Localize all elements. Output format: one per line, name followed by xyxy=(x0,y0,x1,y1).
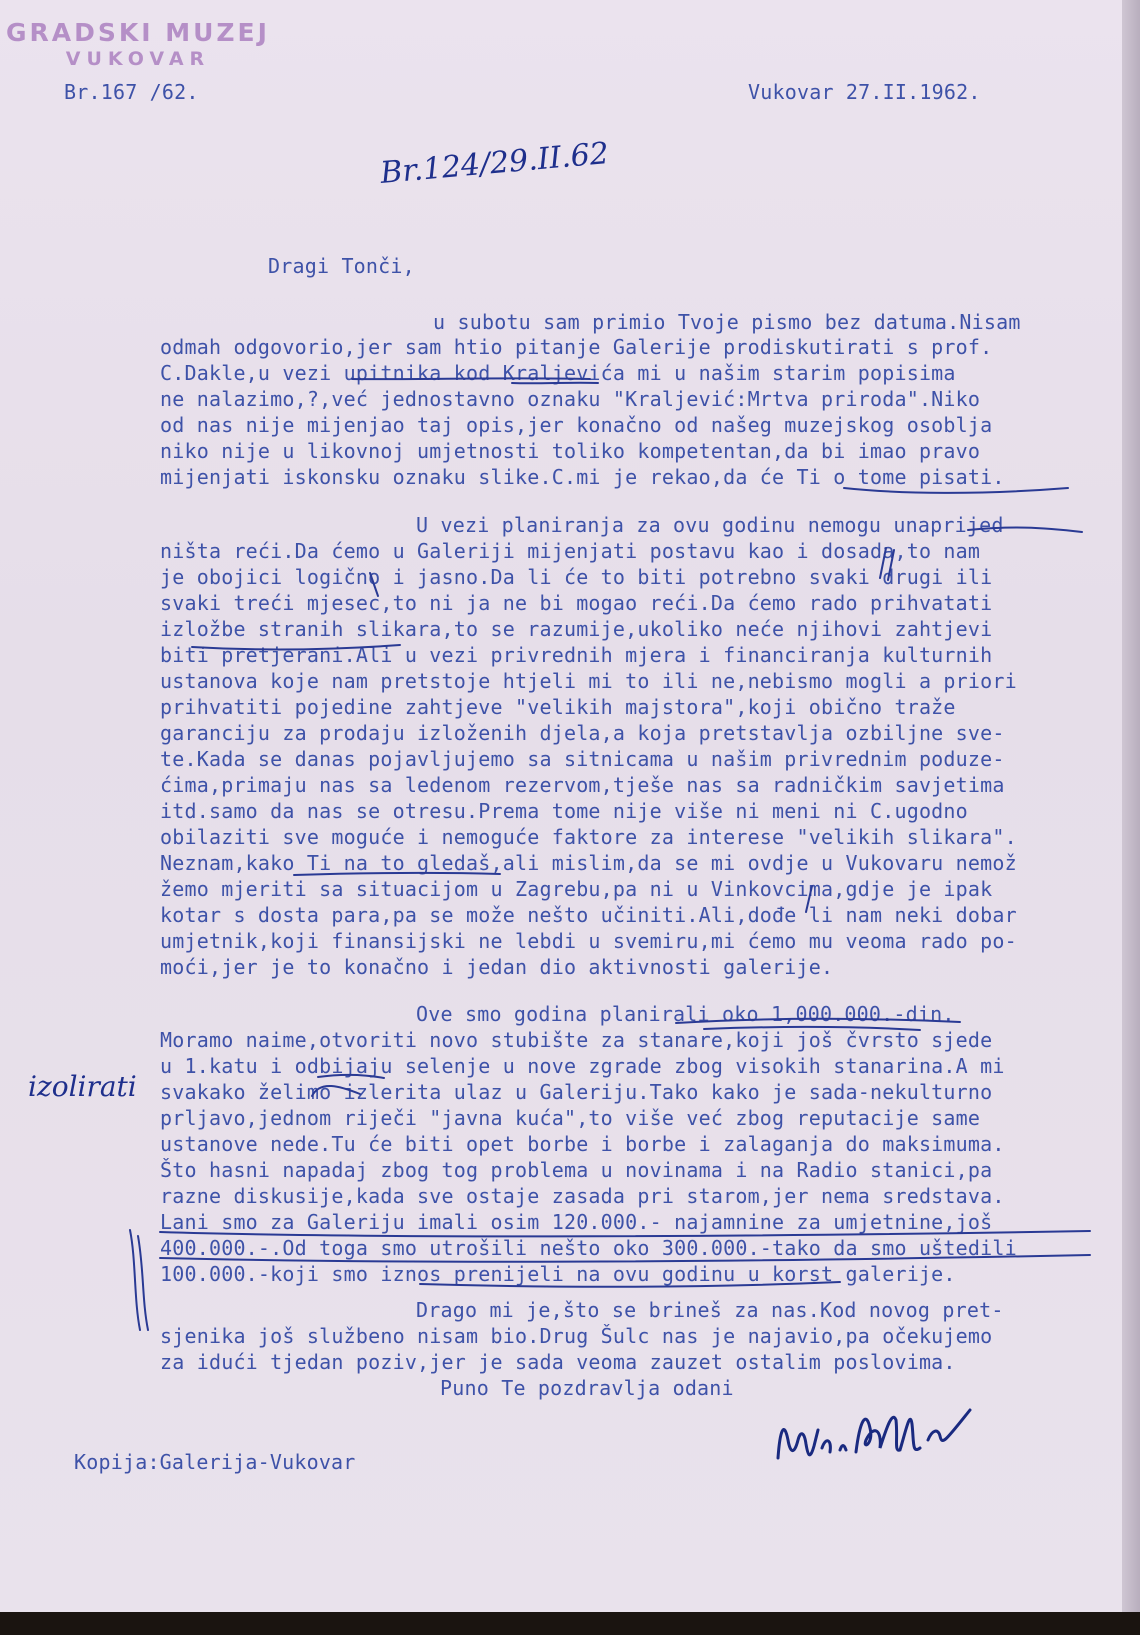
body-line: izložbe stranih slikara,to se razumije,ukoliko neće njihovi zahtjevi xyxy=(160,617,993,641)
reference-number: Br.167 /62. xyxy=(64,80,199,104)
body-line: je obojici logično i jasno.Da li će to biti potrebno svaki drugi ili xyxy=(160,565,993,589)
body-line: 100.000.-koji smo iznos prenijeli na ovu godinu u korst galerije. xyxy=(160,1262,956,1286)
greeting: Dragi Tonči, xyxy=(268,254,415,278)
body-line: odmah odgovorio,jer sam htio pitanje Galerije prodiskutirati s prof. xyxy=(160,335,993,359)
body-line: svaki treći mjesec,to ni ja ne bi mogao reći.Da ćemo rado prihvatati xyxy=(160,591,993,615)
body-line: Ove smo godina planirali oko 1,000.000.-din. xyxy=(416,1002,955,1026)
page-edge-shadow xyxy=(1122,0,1140,1635)
body-line: obilaziti sve moguće i nemoguće faktore za interese "velikih slikara". xyxy=(160,825,1017,849)
body-line: svakako želimo izlerita ulaz u Galeriju.Tako kako je sada-nekulturno xyxy=(160,1080,993,1104)
place-date: Vukovar 27.II.1962. xyxy=(748,80,981,104)
body-line: od nas nije mijenjao taj opis,jer konačno od našeg muzejskog osoblja xyxy=(160,413,993,437)
body-line: žemo mjeriti sa situacijom u Zagrebu,pa ni u Vinkovcima,gdje je ipak xyxy=(160,877,993,901)
body-line: garanciju za prodaju izloženih djela,a koja pretstavlja ozbiljne sve- xyxy=(160,721,1005,745)
scan-bottom-edge xyxy=(0,1612,1140,1635)
body-line: 400.000.-.Od toga smo utrošili nešto oko 300.000.-tako da smo uštedili xyxy=(160,1236,1017,1260)
body-line: sjenika još službeno nisam bio.Drug Šulc nas je najavio,pa očekujemo xyxy=(160,1324,993,1348)
body-line: biti pretjerani.Ali u vezi privrednih mjera i financiranja kulturnih xyxy=(160,643,993,667)
body-line: za idući tjedan poziv,jer je sada veoma zauzet ostalim poslovima. xyxy=(160,1350,956,1374)
body-line: niko nije u likovnoj umjetnosti toliko kompetentan,da bi imao pravo xyxy=(160,439,981,463)
body-line: ustanova koje nam pretstoje htjeli mi to ili ne,nebismo mogli a priori xyxy=(160,669,1017,693)
body-line: ne nalazimo,?,već jednostavno oznaku "Kraljević:Mrtva priroda".Niko xyxy=(160,387,981,411)
body-line: Neznam,kako Ti na to gledaš,ali mislim,da se mi ovdje u Vukovaru nemož xyxy=(160,851,1017,875)
margin-note: izolirati xyxy=(28,1070,137,1103)
body-line: Drago mi je,što se brineš za nas.Kod novog pret- xyxy=(416,1298,1004,1322)
closing-line: Puno Te pozdravlja odani xyxy=(440,1376,734,1400)
body-line: umjetnik,koji finansijski ne lebdi u svemiru,mi ćemo mu veoma rado po- xyxy=(160,929,1017,953)
body-line: u subotu sam primio Tvoje pismo bez datuma.Nisam xyxy=(433,310,1021,334)
body-line: Moramo naime,otvoriti novo stubište za stanare,koji još čvrsto sjede xyxy=(160,1028,993,1052)
body-line: prljavo,jednom riječi "javna kuća",to više već zbog reputacije same xyxy=(160,1106,981,1130)
body-line: moći,jer je to konačno i jedan dio aktivnosti galerije. xyxy=(160,955,834,979)
body-line: ćima,primaju nas sa ledenom rezervom,tješe nas sa radničkim savjetima xyxy=(160,773,1005,797)
stamp-line-1: GRADSKI MUZEJ xyxy=(6,18,270,47)
body-line: Što hasni napadaj zbog tog problema u novinama i na Radio stanici,pa xyxy=(160,1158,993,1182)
body-line: u 1.katu i odbijaju selenje u nove zgrade zbog visokih stanarina.A mi xyxy=(160,1054,1005,1078)
body-line: ništa reći.Da ćemo u Galeriji mijenjati postavu kao i dosada,to nam xyxy=(160,539,981,563)
body-line: Lani smo za Galeriju imali osim 120.000.- najamnine za umjetnine,još xyxy=(160,1210,993,1234)
body-line: te.Kada se danas pojavljujemo sa sitnicama u našim privrednim poduze- xyxy=(160,747,1005,771)
stamp-line-2: VUKOVAR xyxy=(65,48,211,70)
body-line: itd.samo da nas se otresu.Prema tome nije više ni meni ni C.ugodno xyxy=(160,799,968,823)
body-line: kotar s dosta para,pa se može nešto učiniti.Ali,dođe li nam neki dobar xyxy=(160,903,1017,927)
body-line: razne diskusije,kada sve ostaje zasada pri starom,jer nema sredstava. xyxy=(160,1184,1005,1208)
body-line: prihvatiti pojedine zahtjeve "velikih majstora",koji obično traže xyxy=(160,695,956,719)
handwritten-registry-note: Br.124/29.II.62 xyxy=(378,136,611,191)
body-line: ustanove nede.Tu će biti opet borbe i borbe i zalaganja do maksimuma. xyxy=(160,1132,1005,1156)
body-line: mijenjati iskonsku oznaku slike.C.mi je rekao,da će Ti o tome pisati. xyxy=(160,465,1005,489)
body-line: C.Dakle,u vezi upitnika kod Kraljevića mi u našim starim popisima xyxy=(160,361,956,385)
body-line: U vezi planiranja za ovu godinu nemogu unaprijed xyxy=(416,513,1004,537)
copy-note: Kopija:Galerija-Vukovar xyxy=(74,1450,356,1474)
